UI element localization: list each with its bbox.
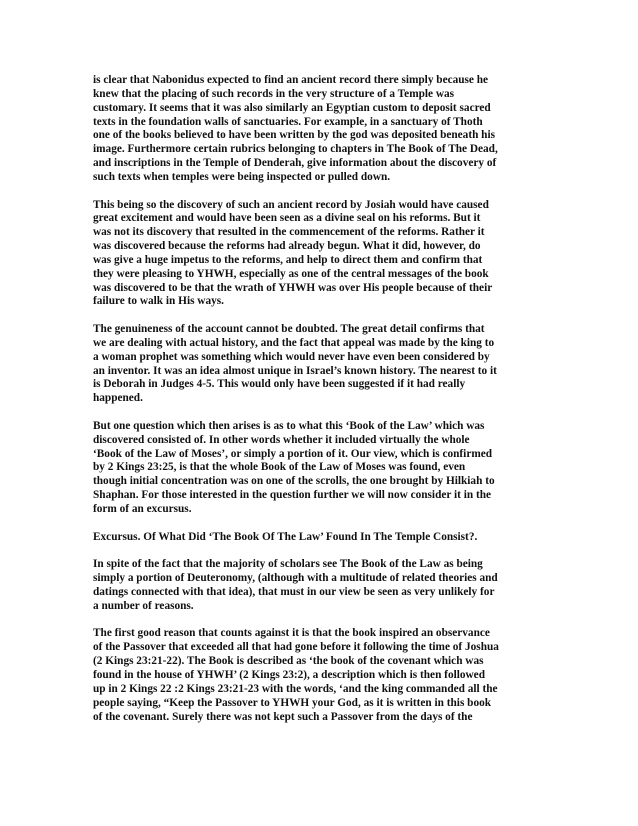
paragraph (93, 531, 548, 545)
text-line: was discovered because the reforms had already begun. What it did, however, do (93, 240, 481, 253)
text-line: of the Passover that exceeded all that had gone before it following the time of Joshua (93, 641, 499, 654)
text-line: form of an excursus. (93, 503, 192, 516)
paragraph (93, 627, 548, 724)
text-line: people saying, “Keep the Passover to YHWH your God, as it is written in this book (93, 696, 492, 709)
document-body (93, 74, 548, 738)
paragraph (93, 323, 548, 406)
text-line: knew that the placing of such records in the very structure of a Temple was (93, 87, 455, 100)
text-line: was discovered to be that the wrath of YHWH was over His people because of their (93, 281, 493, 294)
text-line: The first good reason that counts against it is that the book inspired an observance (93, 627, 490, 640)
text-line: one of the books believed to have been written by the god was deposited beneath his (93, 129, 495, 142)
text-line: But one question which then arises is as to what this ‘Book of the Law’ which was (93, 419, 485, 432)
text-line: they were pleasing to YHWH, especially as one of the central messages of the book (93, 267, 489, 280)
text-line: and inscriptions in the Temple of Denderah, give information about the discovery of (93, 157, 497, 170)
paragraph (93, 74, 548, 185)
text-line: we are dealing with actual history, and the fact that appeal was made by the king to (93, 336, 495, 349)
text-line: ‘Book of the Law of Moses’, or simply a portion of it. Our view, which is confirmed (93, 447, 493, 460)
text-line: found in the house of YHWH’ (2 Kings 23:2), a description which is then followed (93, 669, 485, 681)
text-line: a number of reasons. (93, 599, 194, 612)
text-line: by 2 Kings 23:25, is that the whole Book of the Law of Moses was found, even (93, 461, 466, 474)
text-line: (2 Kings 23:21-22). The Book is described as ‘the book of the covenant which was (93, 655, 484, 668)
text-line: was not its discovery that resulted in the commencement of the reforms. Rather it (93, 226, 485, 239)
text-line: Shaphan. For those interested in the question further we will now consider it in the (93, 489, 492, 502)
paragraph (93, 199, 548, 310)
text-line: an inventor. It was an idea almost unique in Israel’s known history. The nearest to it (93, 364, 497, 377)
text-line: In spite of the fact that the majority of scholars see The Book of the Law as being (93, 558, 483, 571)
text-line: happened. (93, 392, 143, 405)
text-line: datings connected with that idea), that must in our view be seen as very unlikely for (93, 585, 495, 598)
text-line: great excitement and would have been seen as a divine seal on his reforms. But it (93, 212, 481, 225)
text-line: a woman prophet was something which would never have even been considered by (93, 350, 490, 363)
text-line: up in 2 Kings 22 :2 Kings 23:21-23 with the words, ‘and the king commanded all the (93, 682, 498, 695)
text-line: simply a portion of Deuteronomy, (although with a multitude of related theories and (93, 572, 498, 585)
text-line: though initial concentration was on one of the scrolls, the one brought by Hilkiah to (93, 475, 495, 488)
text-line: This being so the discovery of such an ancient record by Josiah would have caused (93, 198, 489, 211)
text-line: image. Furthermore certain rubrics belonging to chapters in The Book of The Dead, (93, 143, 498, 156)
paragraph (93, 420, 548, 517)
text-line: texts in the foundation walls of sanctuaries. For example, in a sanctuary of Thoth (93, 115, 483, 128)
text-line: discovered consisted of. In other words whether it included virtually the whole (93, 433, 470, 446)
text-line: is Deborah in Judges 4-5. This would only have been suggested if it had really (93, 378, 466, 391)
text-line: failure to walk in His ways. (93, 295, 224, 308)
text-line: The genuineness of the account cannot be doubted. The great detail confirms that (93, 323, 485, 336)
text-line: was give a huge impetus to the reforms, and help to direct them and confirm that (93, 253, 483, 266)
text-line: is clear that Nabonidus expected to find an ancient record there simply because he (93, 74, 489, 86)
text-line: Excursus. Of What Did ‘The Book Of The Law’ Found In The Temple Consist?. (93, 530, 478, 543)
text-line: customary. It seems that it was also similarly an Egyptian custom to deposit sacred (93, 101, 491, 114)
text-line: such texts when temples were being inspected or pulled down. (93, 170, 391, 183)
paragraph (93, 558, 548, 613)
text-line: of the covenant. Surely there was not kept such a Passover from the days of the (93, 710, 473, 723)
